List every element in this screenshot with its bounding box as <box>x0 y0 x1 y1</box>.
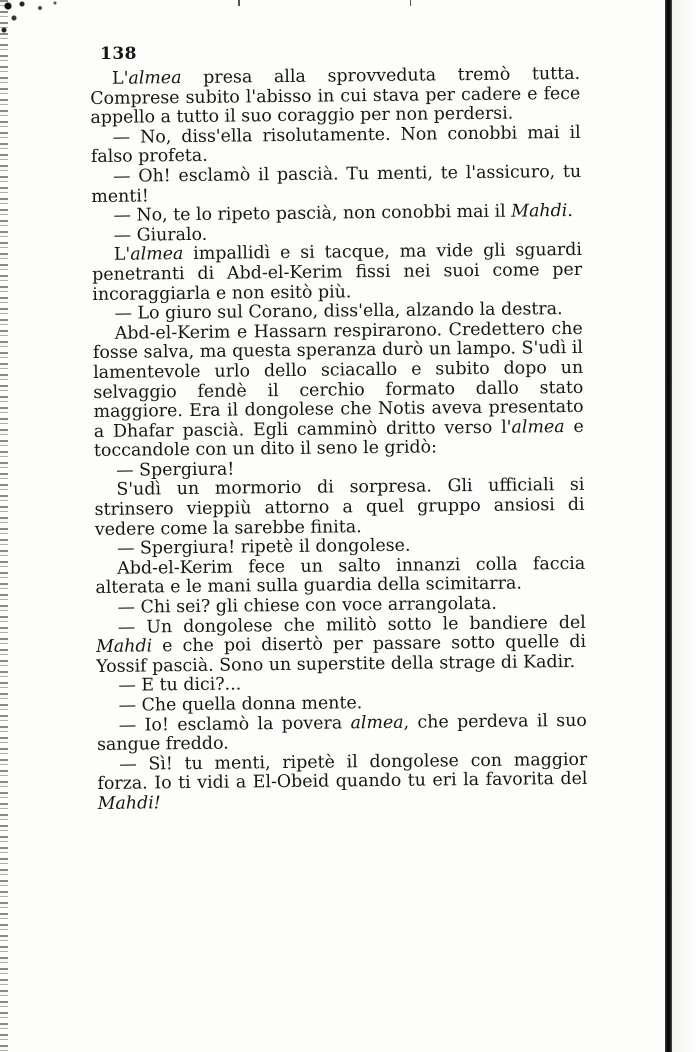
text-run: e toccandole con un dito il seno le gridò: <box>93 416 584 462</box>
italic-run: Mahdi. <box>511 201 573 222</box>
italic-run: Mahdi! <box>97 793 161 814</box>
text-run: — Spergiura! <box>116 459 235 481</box>
text-run: L' <box>113 244 131 266</box>
text-run: — Un dongolese che militò sotto le bandiere del <box>117 612 586 638</box>
paragraph <box>97 711 587 755</box>
scan-mark <box>238 0 240 6</box>
text-run: — Oh! esclamò il pascià. Tu menti, te l'assicuro, tu menti! <box>91 161 582 207</box>
text-run: — Spergiura! ripetè il dongolese. <box>116 535 411 559</box>
paragraph <box>97 751 588 815</box>
text-run: S'udì un mormorio di sorpresa. Gli ufficiali si strinsero vieppiù attorno a quel gruppo ansiosi di vedere come la sarebbe finita. <box>94 475 585 540</box>
paragraph <box>95 555 585 599</box>
text-run: — Lo giuro sul Corano, diss'ella, alzando la destra. <box>114 299 563 324</box>
text-run: Abd-el-Kerim e Hassarn respirarono. Credettero che fosse salva, ma questa speranza durò un lampo. S'udì il lamentevole urlo dello sciacallo e subito dopo un selvaggio fendè il cerchio formato dallo stato maggiore. Era il dongolese che Notis aveva presentato a Dhafar pascià. Egli camminò dritto verso l' <box>92 318 584 442</box>
text-run: — Che quella donna mente. <box>118 693 363 716</box>
paragraph <box>92 241 583 305</box>
paragraph <box>91 124 581 168</box>
text-run: L' <box>111 68 129 89</box>
paragraph <box>91 163 581 207</box>
page-number: 138 <box>100 44 137 64</box>
text-run: — Sì! tu menti, ripetè il dongolese con maggior forza. Io ti vidi a El-Obeid quando tu eri la favorita del <box>97 749 588 795</box>
paragraph <box>94 476 585 540</box>
text-run: — No, diss'ella risolutamente. Non conobbi mai il falso profeta. <box>90 122 581 168</box>
text-run: — Giuralo. <box>113 224 208 246</box>
scan-mark <box>410 0 411 6</box>
text-run: — Io! esclamò la povera <box>118 712 351 736</box>
italic-run: almea <box>128 68 182 89</box>
text-run: Abd-el-Kerim fece un salto innanzi colla faccia alterata e le mani sulla guardia della scimitarra. <box>95 553 586 599</box>
page-margin <box>672 0 700 1052</box>
italic-run: almea <box>130 244 184 265</box>
scan-edge <box>0 0 8 1052</box>
text-run: e che poi disertò per passare sotto quelle di Yossif pascià. Sono un superstite della strage di Kadir. <box>96 632 587 677</box>
body-text <box>90 65 588 815</box>
text-run: — E tu dici?... <box>118 674 242 697</box>
italic-run: Mahdi <box>95 636 153 658</box>
text-run: impallidì e si tacque, ma vide gli sguardi penetranti di Abd-el-Kerim fissi nei suoi come per incoraggiarla e non esitò più. <box>92 240 583 305</box>
italic-run: almea <box>350 712 404 733</box>
italic-run: almea <box>511 416 565 438</box>
text-run: presa alla sprovveduta tremò tutta. Comprese subito l'abisso in cui stava per cadere e fece appello a tutto il suo coraggio per non perdersi. <box>90 63 581 129</box>
scan-speckle <box>0 0 70 40</box>
paragraph <box>90 65 581 129</box>
text-run: — Chi sei? gli chiese con voce arrangolata. <box>117 593 497 618</box>
text-run: — No, te lo ripeto pascià, non conobbi mai il <box>113 201 512 226</box>
text-run: , che perdeva il suo sangue freddo. <box>96 710 587 756</box>
paragraph <box>93 320 584 462</box>
book-spine <box>665 0 672 1052</box>
paragraph <box>96 613 587 677</box>
